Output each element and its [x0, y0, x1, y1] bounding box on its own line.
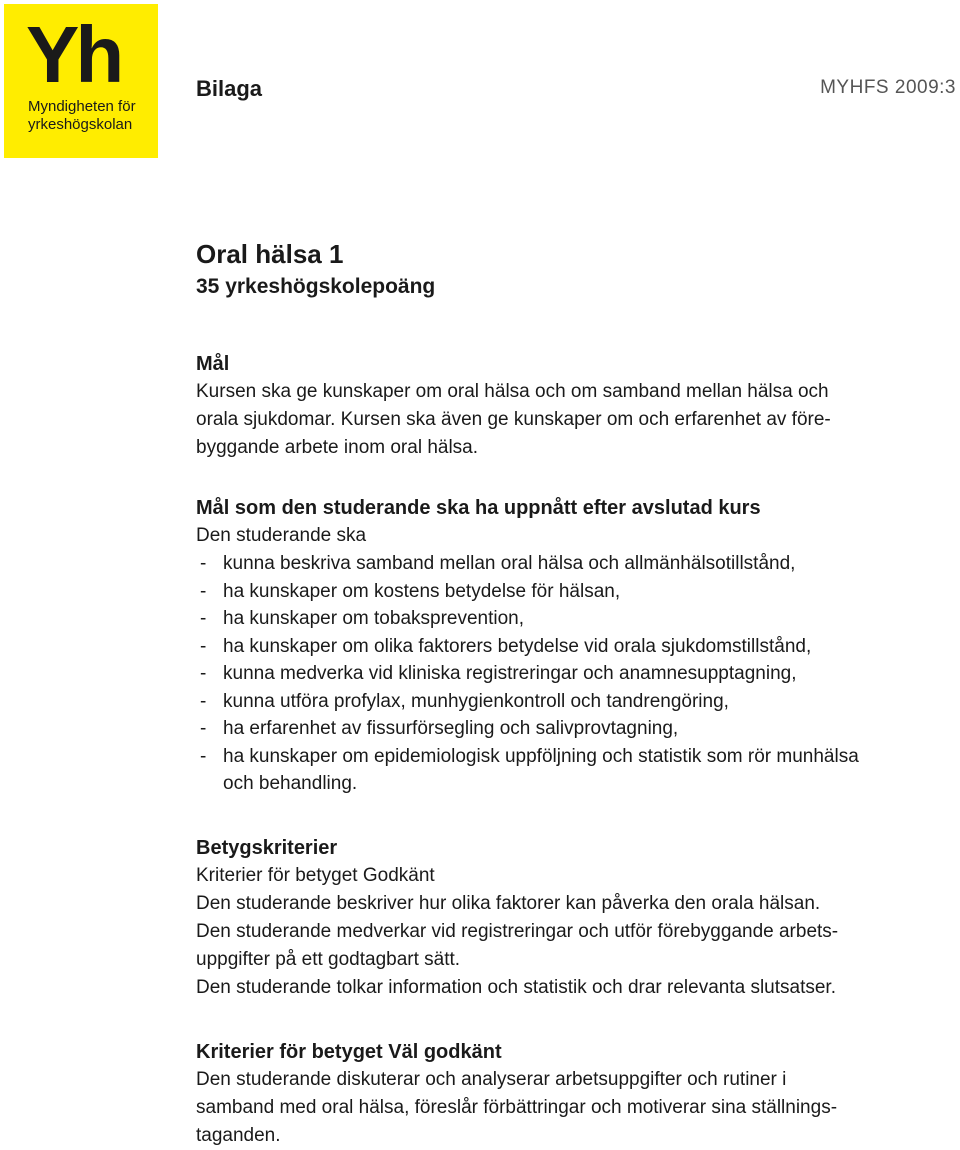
paragraph-line: taganden. — [196, 1124, 281, 1146]
dash-bullet: - — [200, 745, 207, 767]
list-item — [196, 550, 944, 578]
dash-bullet: - — [200, 718, 207, 739]
section-pass-with-distinction — [196, 1038, 944, 1150]
section-grading-criteria — [196, 834, 944, 1002]
paragraph-line: orala sjukdomar. Kursen ska även ge kunskaper om och erfarenhet av före- — [196, 409, 831, 430]
list-item-text: kunna beskriva samband mellan oral hälsa och allmänhälsotillstånd, — [223, 553, 796, 574]
section-goal — [196, 350, 944, 462]
course-points: 35 yrkeshögskolepoäng — [196, 275, 436, 298]
section-goal-heading: Mål — [196, 353, 230, 375]
grading-subheading: Kriterier för betyget Godkänt — [196, 864, 435, 886]
paragraph-line: Den studerande diskuterar och analyserar arbetsuppgifter och rutiner i — [196, 1068, 787, 1090]
list-item-text: ha erfarenhet av fissurförsegling och salivprovtagning, — [223, 718, 679, 739]
paragraph-line: byggande arbete inom oral hälsa. — [196, 437, 479, 458]
document-reference: MYHFS 2009:3 — [820, 77, 956, 98]
list-item — [196, 660, 944, 688]
paragraph-line: samband med oral hälsa, föreslår förbättringar och motiverar sina ställnings- — [196, 1096, 838, 1118]
list-item-text: ha kunskaper om tobaksprevention, — [223, 608, 525, 629]
section-learning-outcomes — [196, 494, 944, 798]
section-learning-outcomes-heading: Mål som den studerande ska ha uppnått efter avslutad kurs — [196, 497, 761, 519]
list-item — [196, 605, 944, 633]
list-item-text: ha kunskaper om kostens betydelse för hälsan, — [223, 580, 621, 602]
dash-bullet: - — [200, 690, 207, 712]
paragraph-line: Kursen ska ge kunskaper om oral hälsa och om samband mellan hälsa och — [196, 381, 829, 402]
section-pass-with-distinction-heading: Kriterier för betyget Väl godkänt — [196, 1040, 502, 1063]
list-item — [196, 715, 944, 743]
list-item — [196, 688, 944, 716]
list-item — [196, 743, 873, 798]
paragraph-line: Den studerande medverkar vid registreringar och utför förebyggande arbets- — [196, 920, 839, 942]
logo-mark: Yh — [26, 10, 121, 99]
list-item — [196, 633, 944, 661]
document-body — [196, 236, 944, 1150]
dash-bullet: - — [200, 580, 207, 602]
learning-outcomes-intro: Den studerande ska — [196, 525, 367, 546]
list-item-text: kunna medverka vid kliniska registreringar och anamnesupptagning, — [223, 663, 797, 684]
course-title: Oral hälsa 1 — [196, 239, 344, 269]
list-item — [196, 578, 944, 606]
logo-text-line-1: Myndigheten för — [28, 98, 136, 115]
logo-text-line-2: yrkeshögskolan — [28, 116, 133, 133]
paragraph-line: uppgifter på ett godtagbart sätt. — [196, 948, 461, 970]
dash-bullet: - — [200, 553, 207, 574]
paragraph-line: Den studerande beskriver hur olika faktorer kan påverka den orala hälsan. — [196, 892, 821, 914]
list-item-text: ha kunskaper om olika faktorers betydelse vid orala sjukdomstillstånd, — [223, 635, 812, 657]
section-grading-criteria-heading: Betygskriterier — [196, 836, 338, 859]
dash-bullet: - — [200, 635, 207, 657]
dash-bullet: - — [200, 663, 207, 684]
list-item-text: kunna utföra profylax, munhygienkontroll och tandrengöring, — [223, 690, 729, 712]
header-label: Bilaga — [196, 76, 263, 101]
dash-bullet: - — [200, 608, 207, 629]
list-item-text: ha kunskaper om epidemiologisk uppföljning och statistik som rör munhälsa och behandling. — [223, 745, 859, 794]
learning-outcomes-list — [196, 550, 944, 798]
myh-logo — [4, 4, 158, 158]
paragraph-line: Den studerande tolkar information och statistik och drar relevanta slutsatser. — [196, 976, 836, 998]
